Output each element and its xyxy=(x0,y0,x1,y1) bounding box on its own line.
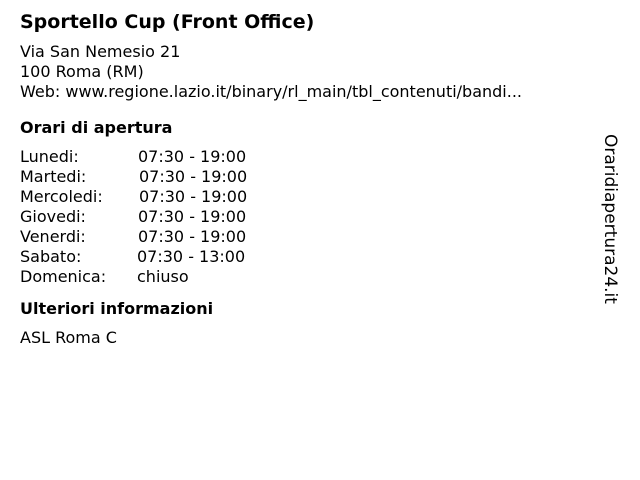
further-info-heading: Ulteriori informazioni xyxy=(20,299,214,318)
address-web-link[interactable]: Web: www.regione.lazio.it/binary/rl_main/tbl_contenuti/bandi... xyxy=(20,82,523,101)
day-label: Lunedi: xyxy=(20,147,79,166)
hours-row-saturday xyxy=(20,247,600,267)
address-city: 100 Roma (RM) xyxy=(20,62,144,81)
day-label: Domenica: xyxy=(20,267,107,286)
further-info-text: ASL Roma C xyxy=(20,328,117,347)
day-label: Sabato: xyxy=(20,247,82,266)
opening-hours-heading: Orari di apertura xyxy=(20,118,173,137)
time-value: 07:30 - 19:00 xyxy=(139,167,248,186)
day-label: Martedi: xyxy=(20,167,87,186)
hours-row-friday xyxy=(20,227,600,247)
address-street: Via San Nemesio 21 xyxy=(20,42,181,61)
time-value: 07:30 - 19:00 xyxy=(139,187,248,206)
hours-row-monday xyxy=(20,147,600,167)
opening-hours-table xyxy=(20,147,600,287)
hours-row-thursday xyxy=(20,207,600,227)
office-card xyxy=(20,8,600,348)
time-value: 07:30 - 13:00 xyxy=(137,247,246,266)
time-value: 07:30 - 19:00 xyxy=(138,207,247,226)
day-label: Mercoledi: xyxy=(20,187,103,206)
time-value: 07:30 - 19:00 xyxy=(138,227,247,246)
day-label: Venerdi: xyxy=(20,227,86,246)
day-label: Giovedi: xyxy=(20,207,86,226)
hours-row-tuesday xyxy=(20,167,600,187)
hours-row-wednesday xyxy=(20,187,600,207)
address-block xyxy=(20,42,600,102)
page-title: Sportello Cup (Front Office) xyxy=(20,11,315,33)
time-value: chiuso xyxy=(137,267,189,286)
site-brand-vertical[interactable]: Oraridiapertura24.it xyxy=(600,134,620,304)
hours-row-sunday xyxy=(20,267,600,287)
time-value: 07:30 - 19:00 xyxy=(138,147,247,166)
